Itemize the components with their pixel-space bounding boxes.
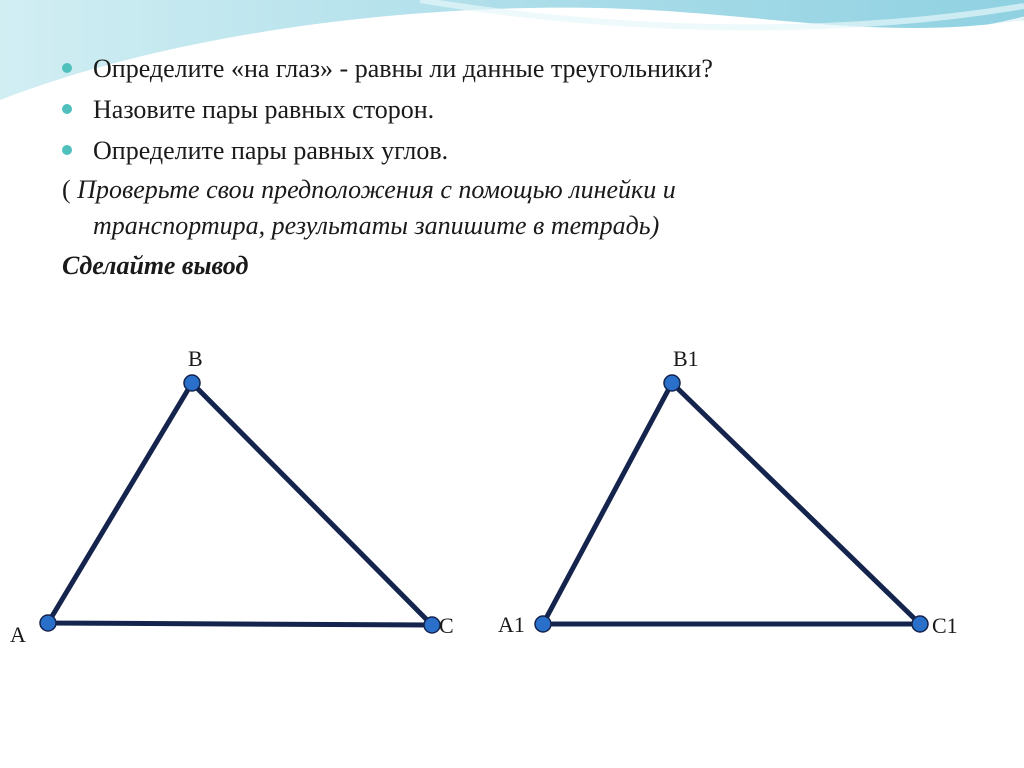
triangle-a1b1c1-sides xyxy=(543,383,920,624)
note-line-2: транспортира, результаты запишите в тетрадь) xyxy=(93,211,660,240)
vertex-c1-point xyxy=(912,616,928,632)
triangle-a1b1c1 xyxy=(498,346,958,638)
vertex-c-point xyxy=(424,617,440,633)
question-text: Определите пары равных углов. xyxy=(93,136,449,165)
triangle-abc xyxy=(10,346,454,647)
vertex-c-label: C xyxy=(439,613,454,638)
note-open-paren: ( xyxy=(62,175,78,204)
triangle-abc-sides xyxy=(48,383,432,625)
vertex-b1-label: B1 xyxy=(673,346,699,371)
vertex-b-label: B xyxy=(188,346,203,371)
question-text: Определите «на глаз» - равны ли данные треугольники? xyxy=(93,54,713,83)
vertex-c1-label: C1 xyxy=(932,613,958,638)
question-text: Назовите пары равных сторон. xyxy=(93,95,435,124)
vertex-a-label: A xyxy=(10,622,26,647)
vertex-a1-label: A1 xyxy=(498,612,525,637)
vertex-a-point xyxy=(40,615,56,631)
conclusion-heading: Сделайте вывод xyxy=(62,251,249,280)
note-line-1: Проверьте свои предположения с помощью линейки и xyxy=(77,175,676,204)
vertex-b-point xyxy=(184,375,200,391)
vertex-b1-point xyxy=(664,375,680,391)
vertex-a1-point xyxy=(535,616,551,632)
